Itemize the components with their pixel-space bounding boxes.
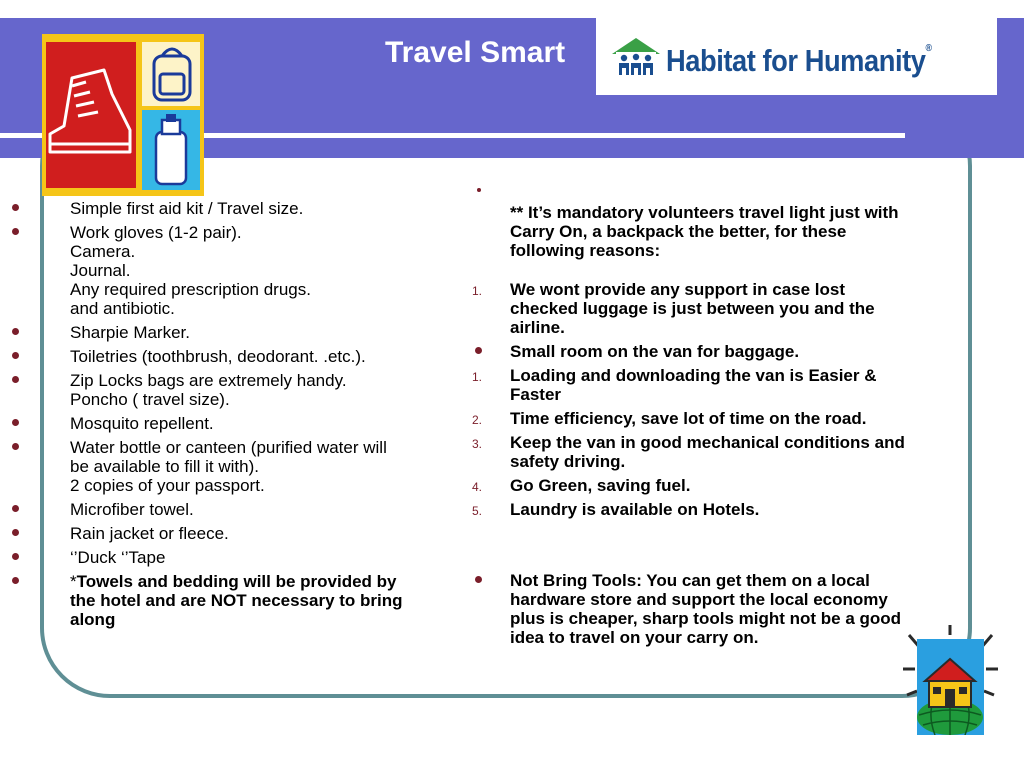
bullet-icon <box>477 188 481 192</box>
list-number: 2. <box>472 413 483 427</box>
intro-text: Carry On, a backpack the better, for these <box>510 222 847 241</box>
list-item-text: along <box>70 610 116 629</box>
bullet-icon <box>12 352 19 359</box>
intro-text: following reasons: <box>510 241 661 260</box>
asterisk-prefix: * <box>70 572 77 591</box>
list-item-text: Laundry is available on Hotels. <box>510 500 760 519</box>
list-item-text: Microfiber towel. <box>70 500 194 519</box>
bullet-icon <box>12 529 19 536</box>
list-item-text: be available to fill it with). <box>70 457 259 476</box>
slide-title: Travel Smart <box>385 36 566 69</box>
list-item-text: We wont provide any support in case lost <box>510 280 846 299</box>
list-item <box>0 347 470 366</box>
list-item-text: Mosquito repellent. <box>70 414 214 433</box>
list-item <box>466 186 986 198</box>
list-number: 1. <box>472 370 483 384</box>
bullet-icon <box>12 419 19 426</box>
list-item-text: Faster <box>510 385 562 404</box>
habitat-logo <box>596 18 997 95</box>
list-item <box>0 323 470 342</box>
list-item-text: Zip Locks bags are extremely handy. <box>70 371 347 390</box>
house-globe-icon <box>903 625 998 735</box>
bullet-icon <box>12 204 19 211</box>
list-item-text: ‘’Duck ‘’Tape <box>70 548 166 567</box>
list-number: 4. <box>472 480 483 494</box>
habitat-house-logo-icon <box>610 34 662 76</box>
list-item-text: Work gloves (1-2 pair). <box>70 223 242 242</box>
list-item <box>0 438 470 495</box>
list-item-text: Toiletries (toothbrush, deodorant. .etc.). <box>70 347 366 366</box>
list-item-text: Not Bring Tools: You can get them on a local <box>510 571 870 590</box>
list-item-text: the hotel and are NOT necessary to bring <box>70 591 403 610</box>
bullet-icon <box>12 443 19 450</box>
packing-list <box>0 199 470 634</box>
list-item-text: 2 copies of your passport. <box>70 476 265 495</box>
list-item-text: Keep the van in good mechanical conditions and <box>510 433 905 452</box>
intro-text: ** It’s mandatory volunteers travel light just with <box>510 203 899 222</box>
bullet-icon <box>12 228 19 235</box>
list-item <box>0 371 470 409</box>
list-item-text: plus is cheaper, sharp tools might not be a good <box>510 609 902 628</box>
list-item-text: Go Green, saving fuel. <box>510 476 691 495</box>
carry-on-reasons <box>466 186 986 652</box>
list-item <box>0 572 470 629</box>
bullet-icon <box>12 577 19 584</box>
list-item-text: Towels and bedding will be provided by <box>76 572 397 591</box>
list-number: 5. <box>472 504 483 518</box>
list-item <box>466 476 986 495</box>
intro-paragraph <box>466 203 986 260</box>
logo-registered-mark: ® <box>925 43 932 54</box>
list-item-text: airline. <box>510 318 565 337</box>
bullet-icon <box>475 576 482 583</box>
list-item-text: safety driving. <box>510 452 626 471</box>
list-item <box>466 433 986 471</box>
list-item-text: Poncho ( travel size). <box>70 390 230 409</box>
bullet-icon <box>12 376 19 383</box>
list-item <box>0 524 470 543</box>
list-item <box>466 342 986 361</box>
list-item-text: Journal. <box>70 261 131 280</box>
list-item-text: idea to travel on your carry on. <box>510 628 759 647</box>
list-item-text: Water bottle or canteen (purified water will <box>70 438 387 457</box>
list-item <box>0 414 470 433</box>
list-item-text: Camera. <box>70 242 136 261</box>
list-number: 1. <box>472 284 483 298</box>
list-item <box>466 280 986 337</box>
list-item-text: Simple first aid kit / Travel size. <box>70 199 304 218</box>
list-item <box>0 199 470 218</box>
list-item-text: Rain jacket or fleece. <box>70 524 229 543</box>
list-item-text: hardware store and support the local economy <box>510 590 888 609</box>
travel-clip-art <box>42 34 204 196</box>
list-item-text: Small room on the van for baggage. <box>510 342 800 361</box>
bullet-icon <box>475 347 482 354</box>
list-item-text: Time efficiency, save lot of time on the road. <box>510 409 867 428</box>
list-item-text: checked luggage is just between you and the <box>510 299 875 318</box>
list-item <box>0 548 470 567</box>
list-item <box>0 500 470 519</box>
list-item <box>0 223 470 318</box>
list-item-text: Sharpie Marker. <box>70 323 190 342</box>
bullet-icon <box>12 328 19 335</box>
list-item <box>466 366 986 404</box>
list-item-text: Loading and downloading the van is Easier & <box>510 366 877 385</box>
list-item-text: Any required prescription drugs. <box>70 280 311 299</box>
list-number: 3. <box>472 437 483 451</box>
logo-text: Habitat for Humanity <box>666 43 926 78</box>
list-item-text: and antibiotic. <box>70 299 175 318</box>
bullet-icon <box>12 553 19 560</box>
bullet-icon <box>12 505 19 512</box>
list-item <box>466 500 986 519</box>
list-item <box>466 409 986 428</box>
